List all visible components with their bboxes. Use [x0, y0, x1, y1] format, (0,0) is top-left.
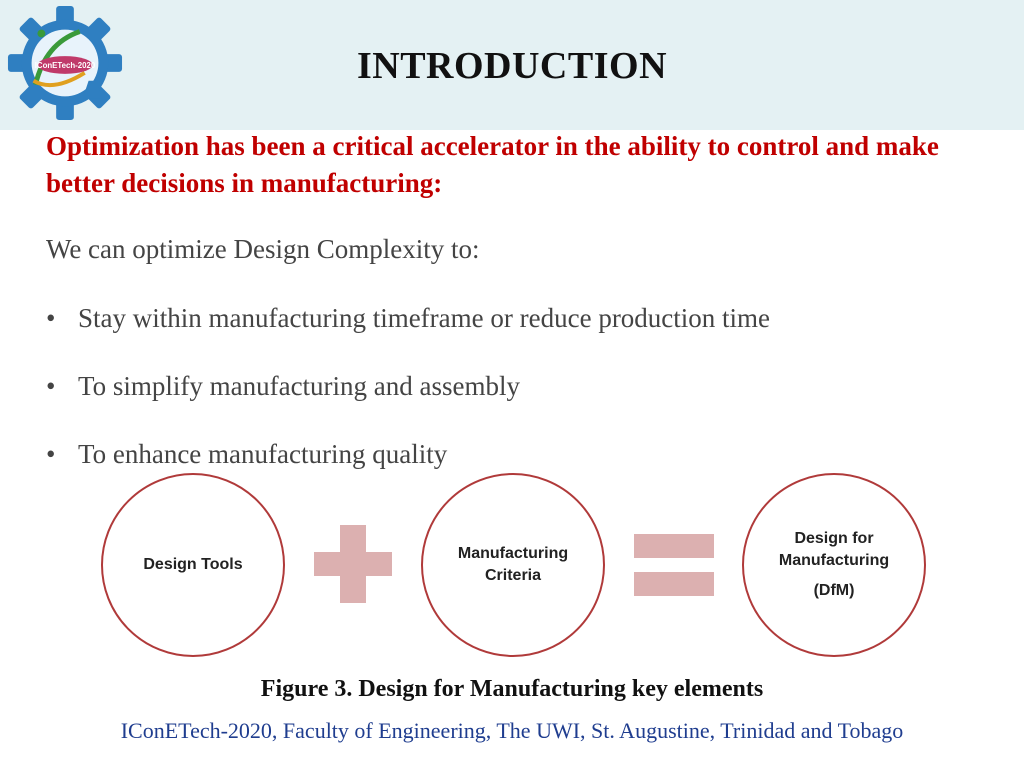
lead-statement: Optimization has been a critical accelerator in the ability to control and make better decisions in manufacturing:	[46, 131, 939, 198]
page-title: INTRODUCTION	[356, 45, 668, 87]
design-tools-circle	[101, 473, 285, 657]
design-tools-label: Design Tools	[143, 556, 243, 573]
logo-text: IConETech-2020	[34, 60, 96, 70]
list-item	[46, 371, 520, 402]
footer-text: IConETech-2020, Faculty of Engineering, The UWI, St. Augustine, Trinidad and Tobago	[120, 718, 904, 743]
intro-text: We can optimize Design Complexity to:	[46, 234, 480, 264]
dfm-sublabel: (DfM)	[813, 582, 855, 599]
dfm-circle	[742, 473, 926, 657]
list-item	[46, 439, 447, 470]
list-item	[46, 303, 770, 334]
manufacturing-criteria-label: Manufacturing Criteria	[457, 545, 569, 584]
bullet-glyph: •	[46, 303, 56, 333]
bullet-glyph: •	[46, 439, 56, 469]
dfm-label: Design for Manufacturing	[778, 530, 890, 569]
bullet-glyph: •	[46, 371, 56, 401]
bullet-text: To simplify manufacturing and assembly	[78, 371, 521, 401]
bullet-text: Stay within manufacturing timeframe or reduce production time	[78, 303, 771, 333]
bullet-text: To enhance manufacturing quality	[78, 439, 448, 469]
figure-caption: Figure 3. Design for Manufacturing key elements	[260, 676, 764, 702]
manufacturing-criteria-circle	[421, 473, 605, 657]
